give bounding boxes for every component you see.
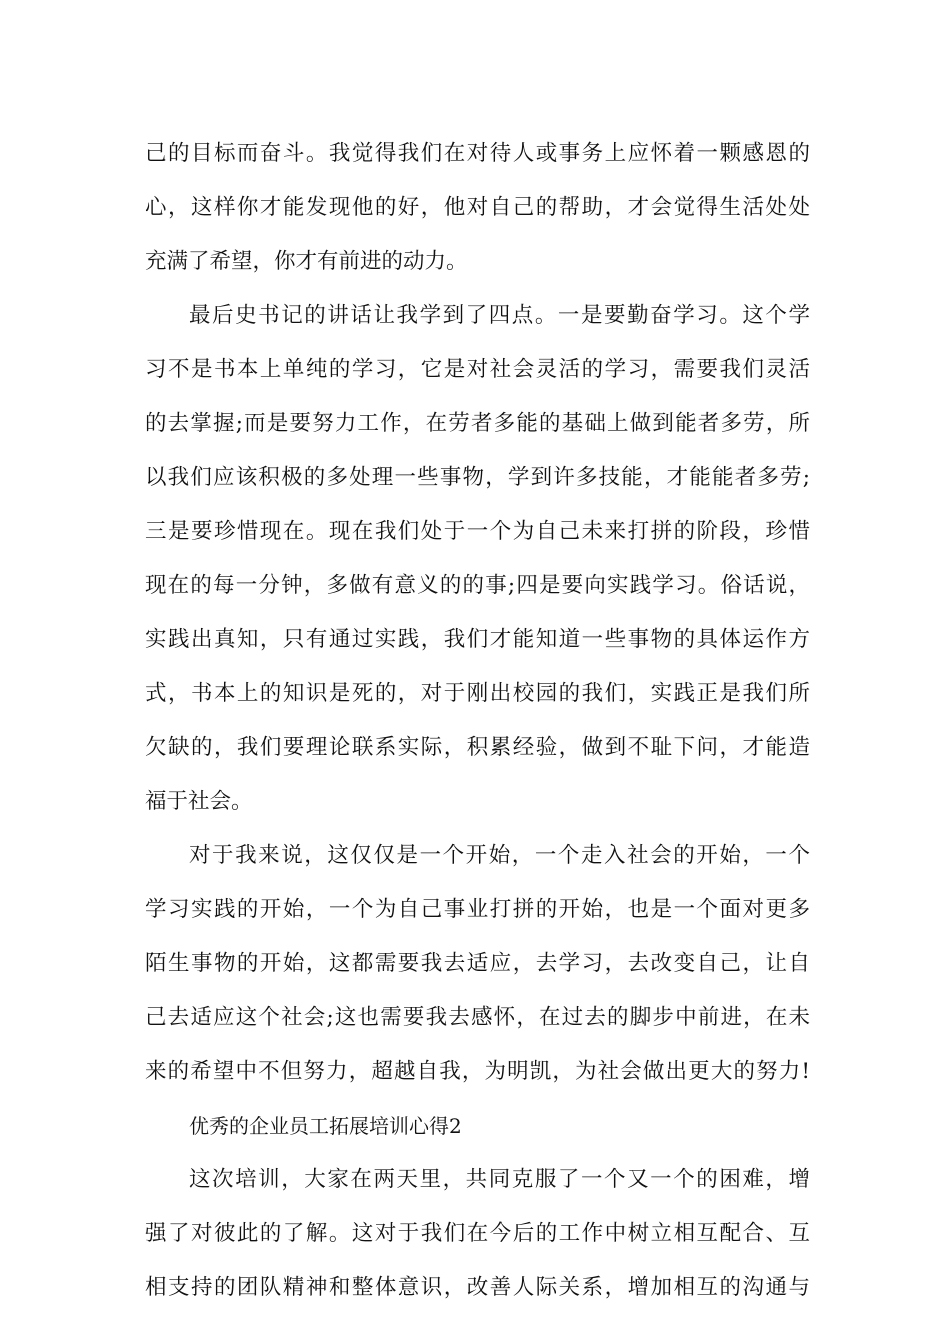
text-line: 相支持的团队精神和整体意识，改善人际关系，增加相互的沟通与 [145,1275,810,1300]
text-line: 实践出真知，只有通过实践，我们才能知道一些事物的具体运作方 [145,627,810,652]
text-line: 欠缺的，我们要理论联系实际，积累经验，做到不耻下问，才能造 [145,735,810,760]
text-line: 的去掌握;而是要努力工作，在劳者多能的基础上做到能者多劳，所 [145,411,810,436]
text-line: 最后史书记的讲话让我学到了四点。一是要勤奋学习。这个学 [189,303,810,328]
text-line: 以我们应该积极的多处理一些事物，学到许多技能，才能能者多劳; [145,465,810,490]
text-line: 对于我来说，这仅仅是一个开始，一个走入社会的开始，一个 [189,843,810,868]
text-line: 陌生事物的开始，这都需要我去适应，去学习，去改变自己，让自 [145,951,810,976]
text-line: 习不是书本上单纯的学习，它是对社会灵活的学习，需要我们灵活 [145,357,810,382]
text-line: 己去适应这个社会;这也需要我去感怀，在过去的脚步中前进，在未 [145,1005,810,1030]
text-line: 三是要珍惜现在。现在我们处于一个为自己未来打拼的阶段，珍惜 [145,519,810,544]
text-line: 福于社会。 [145,789,253,814]
text-line: 式，书本上的知识是死的，对于刚出校园的我们，实践正是我们所 [145,681,810,706]
text-line: 这次培训，大家在两天里，共同克服了一个又一个的困难，增 [189,1167,810,1192]
document-body [145,127,810,1315]
text-line: 学习实践的开始，一个为自己事业打拼的开始，也是一个面对更多 [145,897,810,922]
text-line: 来的希望中不但努力，超越自我，为明凯，为社会做出更大的努力! [145,1059,810,1084]
text-line: 心，这样你才能发现他的好，他对自己的帮助，才会觉得生活处处 [145,195,810,220]
text-line: 强了对彼此的了解。这对于我们在今后的工作中树立相互配合、互 [145,1221,810,1246]
text-line: 充满了希望，你才有前进的动力。 [145,249,468,274]
text-line: 现在的每一分钟，多做有意义的的事;四是要向实践学习。俗话说， [145,573,810,598]
section-heading: 优秀的企业员工拓展培训心得2 [189,1114,462,1138]
text-line: 己的目标而奋斗。我觉得我们在对待人或事务上应怀着一颗感恩的 [145,141,810,166]
